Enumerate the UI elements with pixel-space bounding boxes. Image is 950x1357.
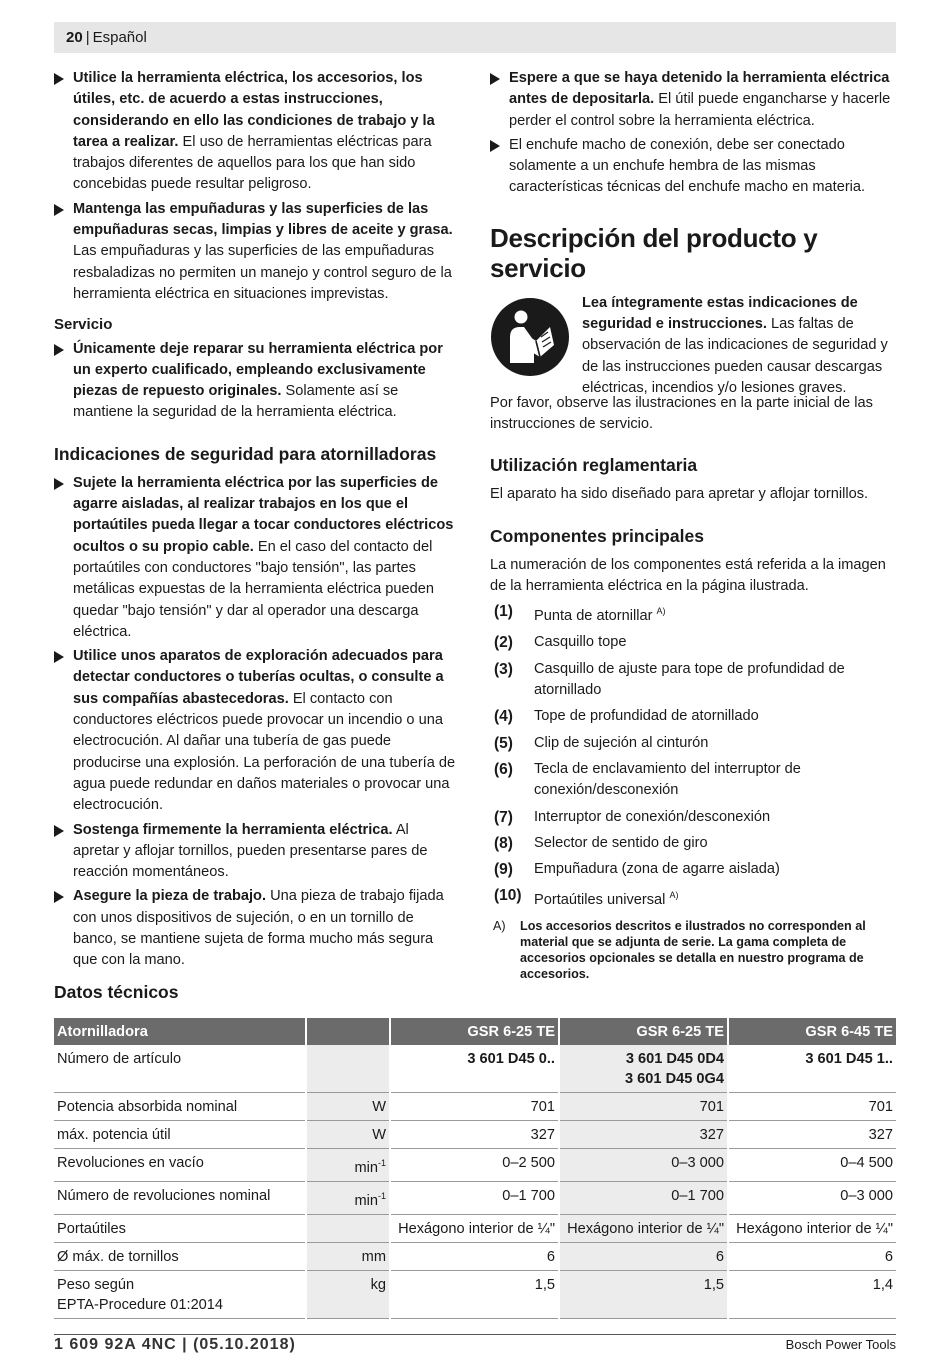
component-number: (1): [494, 603, 513, 621]
list-item: [490, 632, 896, 653]
footer-document-code: 1 609 92A 4NC | (05.10.2018): [54, 1336, 296, 1353]
intended-use-text: El aparato ha sido diseñado para apretar y aflojar tornillos.: [490, 486, 869, 503]
item-text: Las empuñaduras y las superficies de las empuñaduras resbaladizas no permiten un manejo y control seguro de la herramienta eléctrica en situaciones imprevistas.: [73, 243, 452, 302]
component-label: Interruptor de conexión/desconexión: [534, 808, 771, 825]
component-number: (9): [494, 861, 513, 879]
footnote-ref: A): [656, 606, 666, 617]
table-row: [54, 1149, 896, 1182]
component-number: (10): [494, 887, 522, 905]
item-bold-text: Espere a que se haya detenido la herramienta eléctrica antes de depositarla.: [509, 70, 890, 108]
spec-value: 0–2 500: [390, 1149, 559, 1182]
safety-item: [54, 68, 458, 196]
safety-item: [490, 68, 896, 132]
spec-unit: [306, 1149, 390, 1182]
page-number: 20: [66, 29, 83, 46]
bullet-triangle-icon: [54, 478, 64, 490]
footer-brand: Bosch Power Tools: [785, 1337, 896, 1352]
item-text: Una pieza de trabajo fijada con unos dispositivos de sujeción, o en un tornillo de banco, se mantiene sujeta de forma mucho más segura que con la mano.: [73, 888, 444, 969]
bullet-triangle-icon: [490, 73, 500, 85]
item-bold-text: Únicamente deje reparar su herramienta eléctrica por un experto cualificado, empleando exclusivamente piezas de repuesto originales.: [73, 340, 443, 400]
spec-label: Número de revoluciones nominal: [54, 1181, 306, 1214]
spec-value: 701: [390, 1093, 559, 1121]
spec-value: 6: [390, 1242, 559, 1270]
spec-value: 3 601 D45 1..: [728, 1045, 896, 1093]
unit-text: mm: [361, 1248, 386, 1265]
table-header-cell: Atornilladora: [54, 1018, 306, 1045]
spec-value: 0–4 500: [728, 1149, 896, 1182]
bullet-triangle-icon: [54, 825, 64, 837]
spec-label: Potencia absorbida nominal: [54, 1093, 306, 1121]
table-row: [54, 1181, 896, 1214]
spec-label: Número de artículo: [54, 1045, 306, 1093]
read-instructions-block: [490, 293, 896, 396]
table-row: [54, 1093, 896, 1121]
spec-unit: [306, 1214, 390, 1242]
item-text: El útil puede engancharse y hacerle perder el control sobre la herramienta eléctrica.: [509, 91, 891, 129]
item-text: Solamente así se mantiene la seguridad de la herramienta eléctrica.: [73, 383, 399, 421]
table-row: [54, 1242, 896, 1270]
read-instructions-text: [582, 293, 896, 399]
spec-value: 3 601 D45 0D4 3 601 D45 0G4: [559, 1045, 728, 1093]
spec-value: 701: [559, 1093, 728, 1121]
table-header-cell: GSR 6-45 TE: [728, 1018, 896, 1045]
spec-unit: [306, 1270, 390, 1318]
safety-item: [54, 473, 458, 643]
spec-value: 327: [559, 1121, 728, 1149]
item-text: El contacto con conductores eléctricos puede provocar un incendio o una electrocución. Al dañar una tubería de gas puede producirse una explosión. La perforación de una tubería de agua puede redundar en daños materiales o provocar una electrocución.: [73, 690, 456, 814]
list-item: [490, 807, 896, 828]
spec-unit: [306, 1181, 390, 1214]
spec-value: Hexágono interior de ¼": [559, 1214, 728, 1242]
item-bold-text: Asegure la pieza de trabajo.: [73, 888, 267, 905]
header-language: Español: [92, 29, 147, 46]
spec-value: 6: [559, 1242, 728, 1270]
safety-item: [54, 646, 458, 816]
safety-item: [54, 886, 458, 971]
component-number: (4): [494, 708, 513, 726]
component-number: (8): [494, 834, 513, 852]
table-header-cell: [306, 1018, 390, 1045]
component-label: Punta de atornillar: [534, 608, 653, 625]
read-bold-text: Lea íntegramente estas indicaciones de seguridad e instrucciones.: [582, 294, 858, 333]
spec-value: 1,4: [728, 1270, 896, 1318]
intended-use-heading: Utilización reglamentaria: [490, 455, 698, 476]
spec-value: 1,5: [559, 1270, 728, 1318]
footnote: [490, 918, 896, 982]
page-header: [54, 22, 896, 53]
components-heading: Componentes principales: [490, 525, 704, 546]
service-heading: Servicio: [54, 316, 113, 334]
spec-unit: [306, 1045, 390, 1093]
item-bold-text: Mantenga las empuñaduras y las superficies de las empuñaduras secas, limpias y libres de aceite y grasa.: [73, 200, 453, 239]
spec-label: Ø máx. de tornillos: [54, 1242, 306, 1270]
list-item: [490, 759, 896, 802]
components-intro: La numeración de los componentes está referida a la imagen de la herramienta eléctrica en la página ilustrada.: [490, 556, 886, 594]
component-number: (3): [494, 660, 513, 678]
footnote-mark: A): [493, 918, 506, 933]
unit-superscript: -1: [377, 1158, 386, 1168]
component-label: Empuñadura (zona de agarre aislada): [534, 861, 780, 878]
table-row: [54, 1121, 896, 1149]
spec-label: Revoluciones en vacío: [54, 1149, 306, 1182]
spec-value: 1,5: [390, 1270, 559, 1318]
spec-label: máx. potencia útil: [54, 1121, 306, 1149]
unit-text: W: [372, 1099, 386, 1115]
read-manual-icon: [490, 297, 570, 377]
component-label: Casquillo tope: [534, 634, 627, 651]
observe-illustrations-text: Por favor, observe las ilustraciones en la parte inicial de las instrucciones de servicio.: [490, 394, 873, 433]
spec-value: 3 601 D45 0..: [390, 1045, 559, 1093]
spec-value: 327: [390, 1121, 559, 1149]
list-item: [490, 833, 896, 854]
header-separator: |: [85, 29, 90, 46]
list-item: [490, 859, 896, 880]
component-label: Clip de sujeción al cinturón: [534, 734, 709, 751]
list-item: [490, 659, 896, 702]
footnote-ref: A): [669, 890, 679, 901]
spec-unit: [306, 1093, 390, 1121]
item-bold-text: Sostenga firmemente la herramienta eléctrica.: [73, 821, 393, 838]
safety-item: [490, 135, 896, 199]
list-item: [490, 885, 896, 911]
bullet-triangle-icon: [54, 73, 64, 85]
unit-text: kg: [370, 1276, 386, 1293]
components-list: [490, 601, 896, 911]
component-label: Tecla de enclavamiento del interruptor de conexión/desconexión: [534, 760, 801, 799]
component-number: (6): [494, 760, 513, 778]
table-row: [54, 1270, 896, 1318]
table-row: [54, 1045, 896, 1093]
read-body-text: Las faltas de observación de las indicaciones de seguridad y de las instrucciones pueden causar descargas eléctricas, incendios y/o lesiones graves.: [582, 316, 888, 396]
spec-value: 0–1 700: [559, 1181, 728, 1214]
component-label: Casquillo de ajuste para tope de profundidad de atornillado: [534, 660, 845, 699]
spec-value: 0–3 000: [728, 1181, 896, 1214]
item-text: El uso de herramientas eléctricas para trabajos diferentes de aquellos para los que han sido concebidas puede resultar peligroso.: [73, 133, 432, 193]
spec-value: 701: [728, 1093, 896, 1121]
item-bold-text: Utilice unos aparatos de exploración adecuados para detectar conductores o tuberías ocultas, o consulte a sus compañías abastecedoras.: [73, 648, 444, 707]
safety-item: [54, 820, 458, 884]
table-row: [54, 1214, 896, 1242]
footnote-text: Los accesorios descritos e ilustrados no corresponden al material que se adjunta de serie. La gama completa de accesorios opcionales se detalla en nuestro programa de accesorios.: [520, 918, 866, 981]
tech-data-heading: Datos técnicos: [54, 982, 179, 1002]
item-bold-text: Sujete la herramienta eléctrica por las superficies de agarre aisladas, al realizar trabajos en los que el portaútiles pueda llegar a tocar conductores eléctricos ocultos o su propio cable.: [73, 474, 454, 555]
spec-value: Hexágono interior de ¼": [390, 1214, 559, 1242]
unit-superscript: -1: [377, 1190, 386, 1201]
product-description-heading: Descripción del producto y servicio: [490, 222, 818, 283]
bullet-triangle-icon: [54, 891, 64, 903]
bullet-triangle-icon: [54, 651, 64, 663]
component-number: (2): [494, 634, 513, 652]
bullet-triangle-icon: [490, 140, 500, 152]
component-number: (7): [494, 808, 513, 826]
unit-text: min: [354, 1192, 378, 1209]
spec-value: Hexágono interior de ¼": [728, 1214, 896, 1242]
component-label: Portaútiles universal: [534, 892, 666, 909]
component-label: Selector de sentido de giro: [534, 834, 708, 851]
spec-value: 0–3 000: [559, 1149, 728, 1182]
screwdriver-safety-heading: Indicaciones de seguridad para atornilladoras: [54, 443, 437, 464]
item-text: Al apretar y aflojar tornillos, pueden presentarse pares de reacción momentáneos.: [73, 821, 428, 881]
tech-data-table: [54, 1018, 896, 1319]
unit-text: min: [354, 1159, 378, 1176]
spec-value: 6: [728, 1242, 896, 1270]
item-bold-text: Utilice la herramienta eléctrica, los accesorios, los útiles, etc. de acuerdo a estas instrucciones, considerando en ello las condiciones de trabajo y la tarea a realizar.: [73, 70, 435, 150]
bullet-triangle-icon: [54, 344, 64, 356]
footer-divider: [54, 1334, 896, 1335]
spec-unit: [306, 1121, 390, 1149]
list-item: [490, 706, 896, 727]
safety-item: [54, 199, 458, 305]
unit-text: W: [372, 1127, 386, 1143]
right-column: [490, 68, 896, 982]
component-number: (5): [494, 734, 513, 752]
list-item: [490, 733, 896, 754]
spec-unit: [306, 1242, 390, 1270]
service-item: [54, 339, 458, 424]
left-column: [54, 68, 458, 975]
list-item: [490, 601, 896, 627]
table-header-cell: GSR 6-25 TE: [559, 1018, 728, 1045]
table-header-cell: GSR 6-25 TE: [390, 1018, 559, 1045]
item-text: En el caso del contacto del portaútiles con conductores "bajo tensión", las partes metálicas expuestas de la herramienta eléctrica pueden quedar "bajo tensión" y dar al operador una descarga eléctrica.: [73, 538, 434, 640]
bullet-triangle-icon: [54, 204, 64, 216]
table-header-row: [54, 1018, 896, 1045]
spec-label: Portaútiles: [54, 1214, 306, 1242]
spec-value: 0–1 700: [390, 1181, 559, 1214]
item-text: El enchufe macho de conexión, debe ser conectado solamente a un enchufe hembra de las mismas características técnicas del enchufe macho en materia.: [509, 136, 866, 196]
spec-label: Peso según EPTA-Procedure 01:2014: [54, 1270, 306, 1318]
spec-value: 327: [728, 1121, 896, 1149]
component-label: Tope de profundidad de atornillado: [534, 708, 759, 725]
